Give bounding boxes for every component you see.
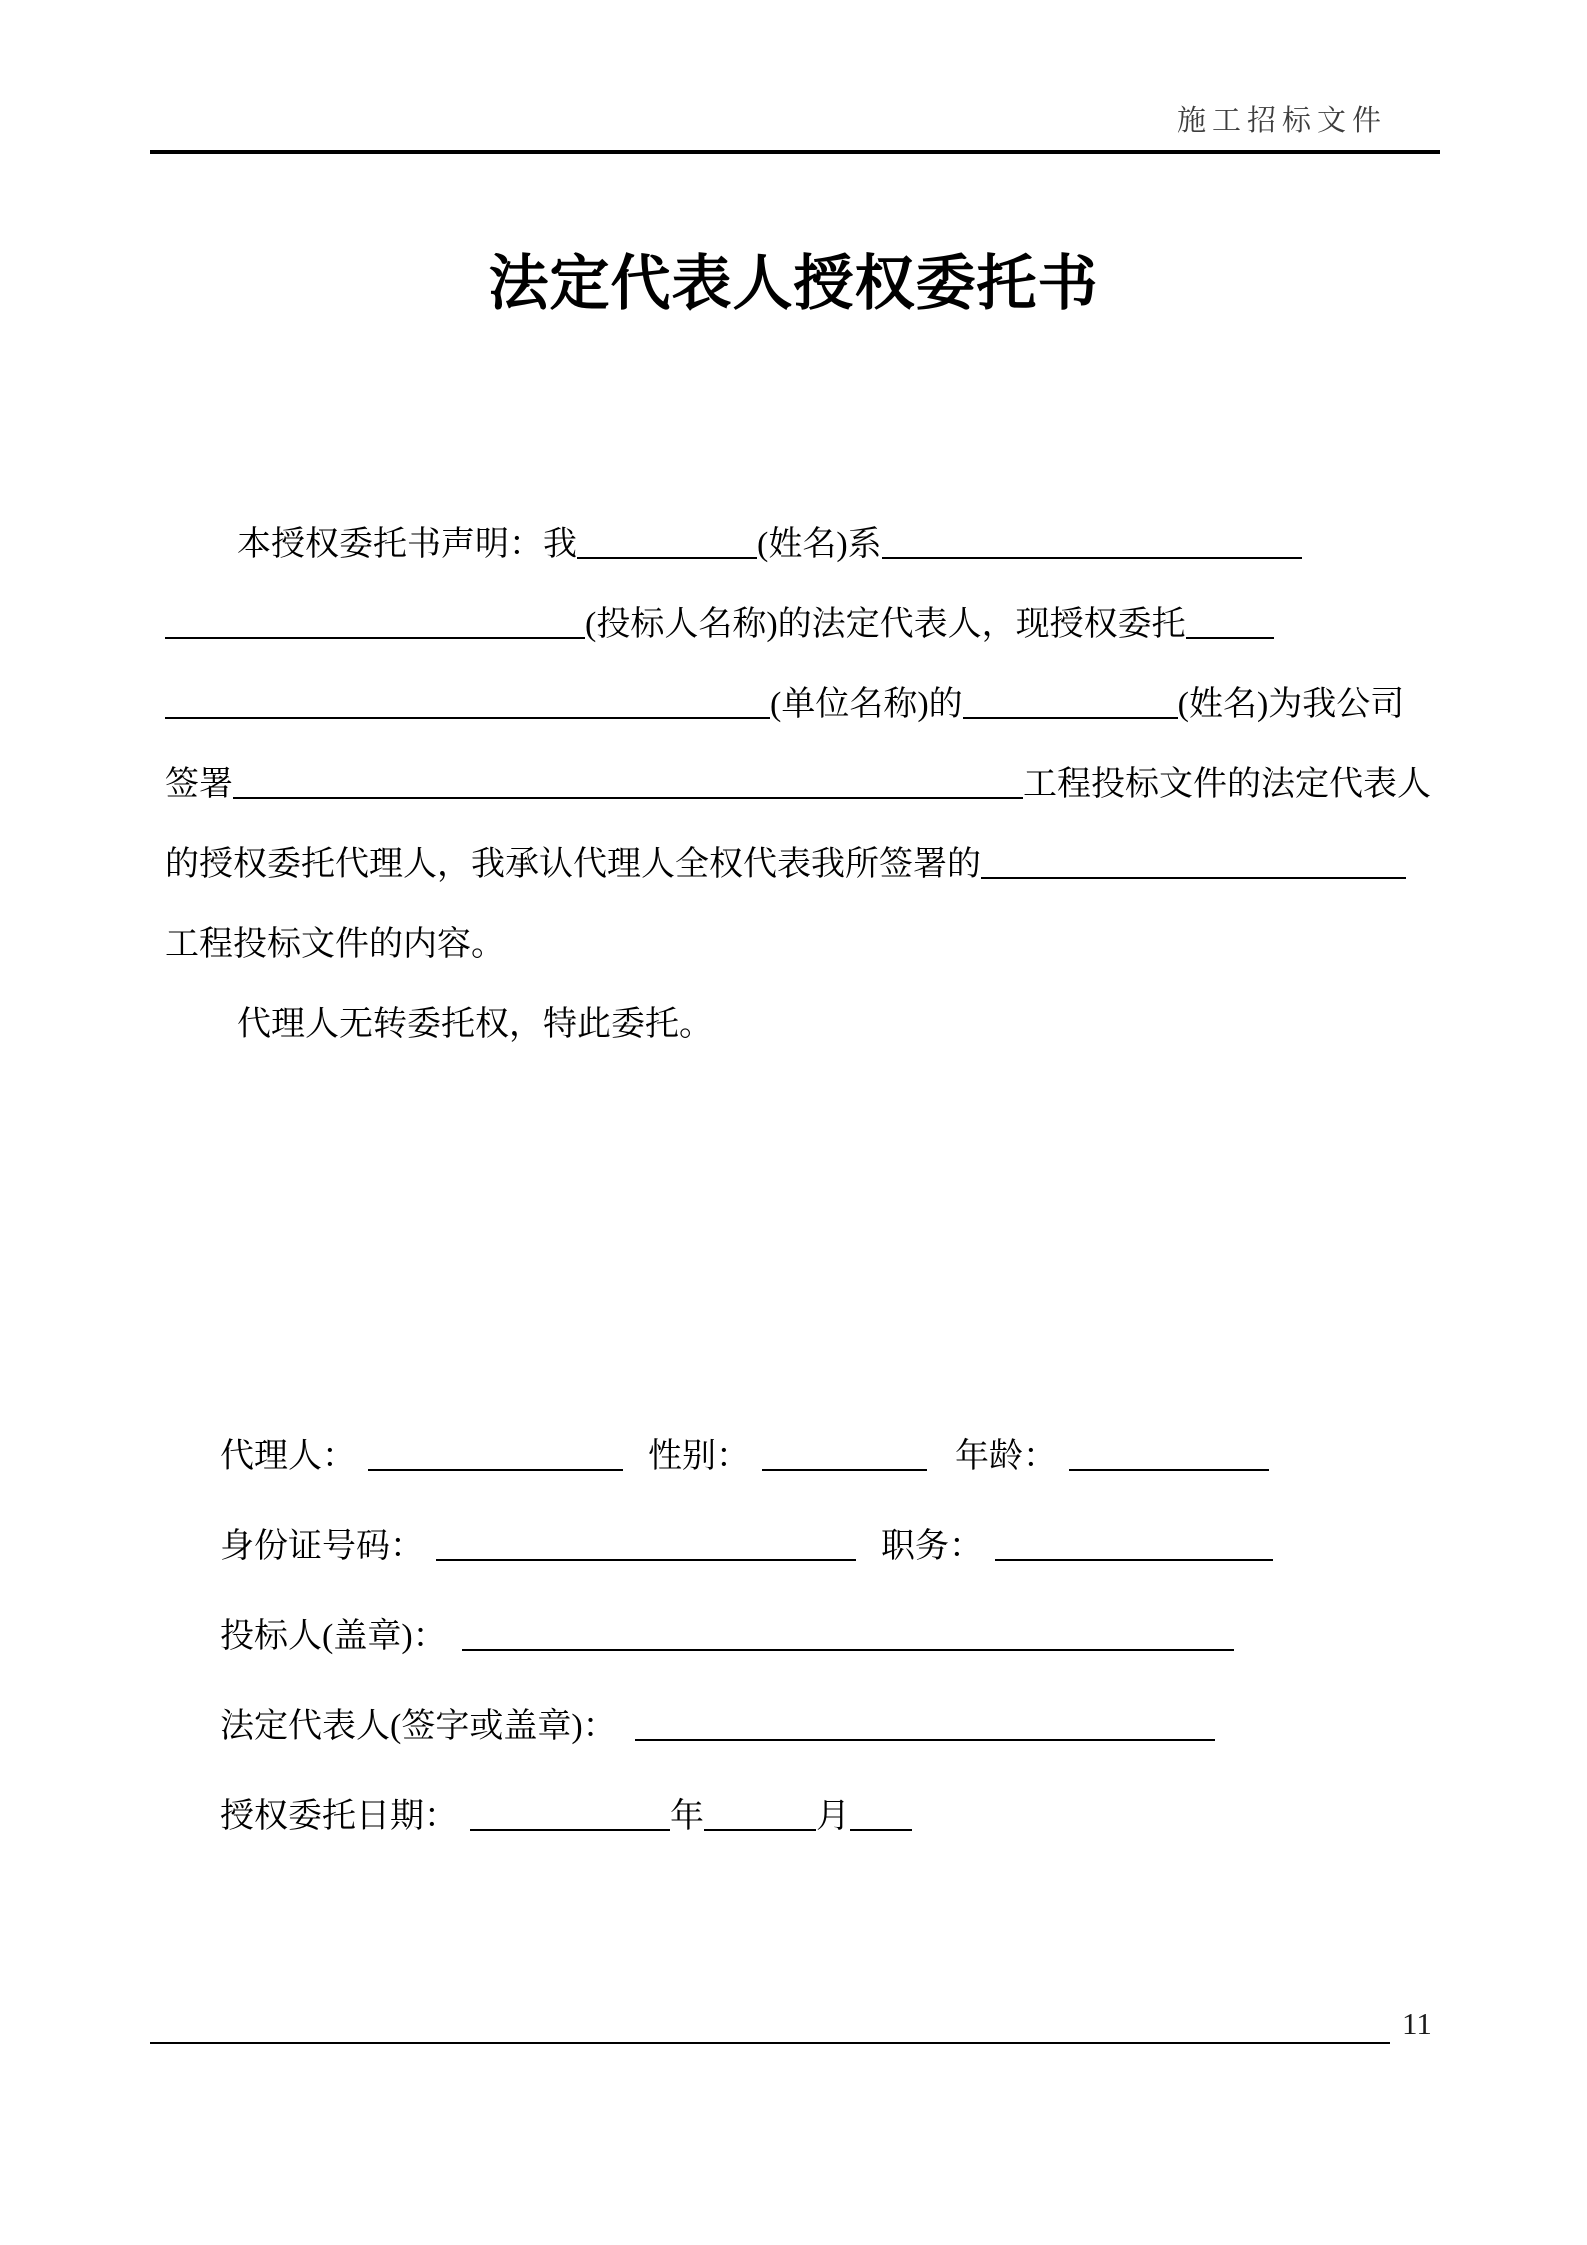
document-line <box>165 905 1465 985</box>
text-segment: 工程投标文件的内容。 <box>165 926 505 963</box>
blank-field <box>233 797 1023 799</box>
spacer <box>617 1736 635 1737</box>
document-line <box>165 505 1465 585</box>
text-segment: 性别： <box>648 1438 750 1475</box>
document-line <box>165 745 1465 825</box>
text-segment: 本授权委托书声明：我 <box>237 526 577 563</box>
blank-field <box>165 637 585 639</box>
document-body <box>165 505 1465 1065</box>
text-segment: 年龄： <box>955 1438 1057 1475</box>
text-segment: 工程投标文件的法定代表人 <box>1023 766 1431 803</box>
text-segment: 代理人无转委托权，特此委托。 <box>237 1006 713 1043</box>
spacer <box>458 1826 470 1827</box>
blank-field <box>462 1649 1234 1651</box>
spacer <box>856 1556 881 1557</box>
text-segment: 职务： <box>881 1528 983 1565</box>
signature-fields <box>220 1412 1520 1862</box>
document-line <box>220 1412 1520 1502</box>
text-segment: (单位名称)的 <box>770 686 963 723</box>
text-segment: 投标人(盖章)： <box>220 1618 447 1655</box>
blank-field <box>165 717 770 719</box>
spacer <box>424 1556 436 1557</box>
spacer <box>1057 1466 1069 1467</box>
document-line <box>165 665 1465 745</box>
text-segment: 签署 <box>165 766 233 803</box>
text-segment: 授权委托日期： <box>220 1798 458 1835</box>
blank-field <box>995 1559 1273 1561</box>
blank-field <box>577 557 757 559</box>
blank-field <box>981 877 1406 879</box>
document-line <box>220 1772 1520 1862</box>
spacer <box>983 1556 995 1557</box>
text-segment: 法定代表人(签字或盖章)： <box>220 1708 617 1745</box>
footer-rule <box>150 2042 1390 2044</box>
spacer <box>750 1466 762 1467</box>
document-line <box>165 985 1465 1065</box>
blank-field <box>882 557 1302 559</box>
document-line <box>220 1592 1520 1682</box>
blank-field <box>1069 1469 1269 1471</box>
header-doc-type: 施工招标文件 <box>1176 105 1387 137</box>
document-line <box>165 825 1465 905</box>
text-segment: (投标人名称)的法定代表人，现授权委托 <box>585 606 1186 643</box>
blank-field <box>635 1739 1215 1741</box>
document-line <box>220 1502 1520 1592</box>
blank-field <box>1186 637 1274 639</box>
blank-field <box>704 1829 816 1831</box>
text-segment: (姓名)为我公司 <box>1177 686 1405 723</box>
spacer <box>927 1466 955 1467</box>
spacer <box>623 1466 648 1467</box>
text-segment: 身份证号码： <box>220 1528 424 1565</box>
text-segment: 的授权委托代理人，我承认代理人全权代表我所签署的 <box>165 846 981 883</box>
text-segment: 代理人： <box>220 1438 356 1475</box>
document-line <box>220 1682 1520 1772</box>
blank-field <box>436 1559 856 1561</box>
text-segment: 月 <box>816 1798 850 1835</box>
document-title: 法定代表人授权委托书 <box>488 251 1099 317</box>
text-segment: (姓名)系 <box>757 526 882 563</box>
blank-field <box>470 1829 670 1831</box>
page-number: 11 <box>1402 2006 1432 2041</box>
spacer <box>447 1646 462 1647</box>
spacer <box>356 1466 368 1467</box>
text-segment: 年 <box>670 1798 704 1835</box>
header-rule <box>150 150 1440 154</box>
blank-field <box>850 1829 912 1831</box>
blank-field <box>368 1469 623 1471</box>
blank-field <box>963 717 1178 719</box>
blank-field <box>762 1469 927 1471</box>
document-line <box>165 585 1465 665</box>
